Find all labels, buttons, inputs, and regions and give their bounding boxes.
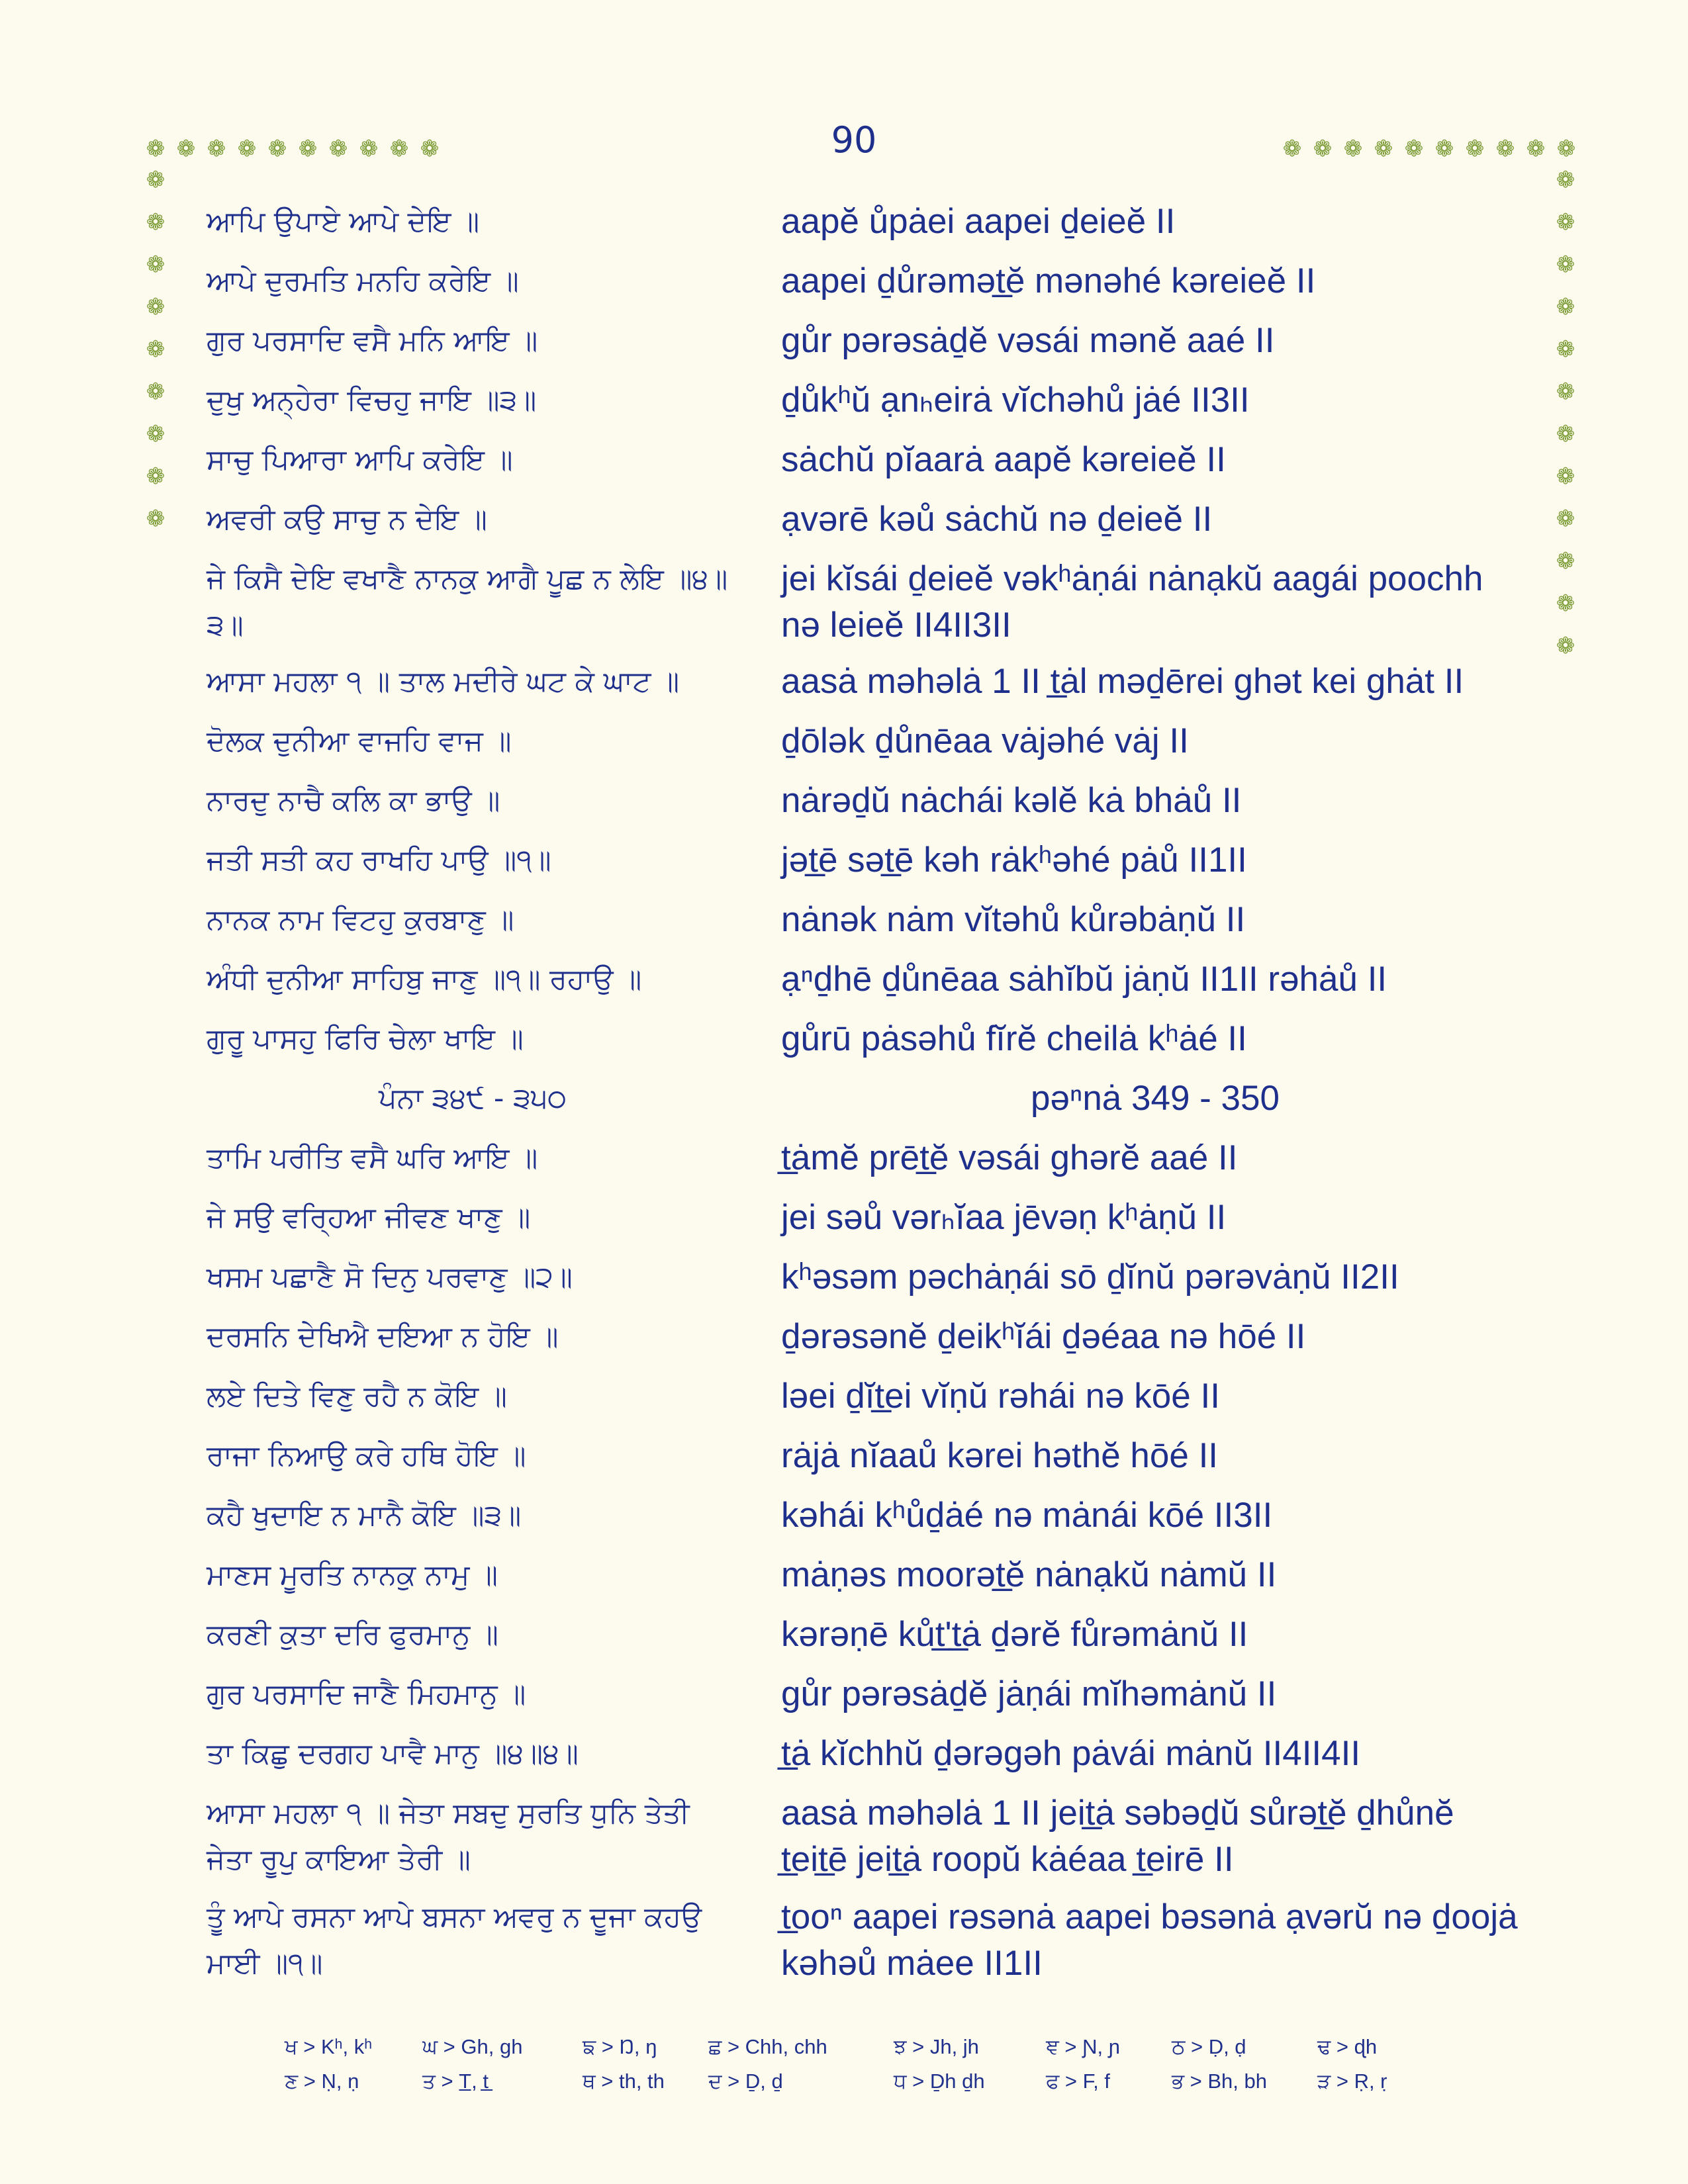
gurmukhi-line: ਅੰਧੀ ਦੁਨੀਆ ਸਾਹਿਬੁ ਜਾਣੁ ॥੧॥ ਰਹਾਉ ॥ xyxy=(207,963,642,996)
gurmukhi-line: ਲਏ ਦਿਤੇ ਵਿਣੁ ਰਹੈ ਨ ਕੋਇ ॥ xyxy=(207,1380,507,1413)
gurmukhi-line: ਜੇ ਸਉ ਵਰ੍ਹਿਆ ਜੀਵਣ ਖਾਣੁ ॥ xyxy=(207,1201,531,1234)
flower-icon: ❁ xyxy=(1556,336,1575,363)
gurmukhi-line: ਕਰਣੀ ਕੁਤਾ ਦਰਿ ਫੁਰਮਾਨੁ ॥ xyxy=(207,1618,498,1651)
legend-item: ਘ > Gh, gh xyxy=(422,2035,523,2058)
transliteration-line: t̲ȧmĕ prēt̲ĕ vəsái ghərĕ aaé II xyxy=(781,1138,1238,1177)
transliteration-line: aapĕ ůpȧei aapei ḏeieĕ II xyxy=(781,202,1176,241)
flower-icon: ❁ xyxy=(146,209,165,236)
flower-icon: ❁ xyxy=(359,136,379,162)
flower-icon: ❁ xyxy=(1556,167,1575,193)
transliteration-line: t̲ȧ kĭchhŭ ḏərəgəh pȧvái mȧnŭ II4II4II xyxy=(781,1734,1361,1773)
page-reference-transliteration: pəⁿnȧ 349 - 350 xyxy=(1031,1079,1280,1118)
transliteration-line: jei kĭsái ḏeieĕ vəkʰȧṇái nȧnạkŭ aagái poochh nə leieĕ II4II3II xyxy=(781,559,1483,645)
legend-item: ਣ > Ṇ, ṇ xyxy=(285,2070,359,2093)
transliteration-line: aapei ḏůrəmət̲ĕ mənəhé kəreieĕ II xyxy=(781,261,1316,300)
transliteration-line: ḏōlək ḏůnēaa vȧjəhé vȧj II xyxy=(781,721,1189,760)
gurmukhi-line: ਗੁਰੂ ਪਾਸਹੁ ਫਿਰਿ ਚੇਲਾ ਖਾਇ ॥ xyxy=(207,1023,524,1056)
gurmukhi-line: ਦੋਲਕ ਦੁਨੀਆ ਵਾਜਹਿ ਵਾਜ ॥ xyxy=(207,725,512,758)
flower-icon: ❁ xyxy=(1556,136,1576,162)
flower-icon: ❁ xyxy=(1434,136,1454,162)
legend-item: ਫ > F, f xyxy=(1046,2070,1110,2093)
flower-icon: ❁ xyxy=(146,167,165,193)
transliteration-line: ạⁿḏhē ḏůnēaa sȧhĭbŭ jȧṇŭ II1II rəhȧů II xyxy=(781,960,1387,999)
flower-icon: ❁ xyxy=(146,251,165,278)
flower-icon: ❁ xyxy=(1495,136,1515,162)
page-number: 90 xyxy=(831,119,877,161)
gurmukhi-line: ਕਹੈ ਖੁਦਾਇ ਨ ਮਾਨੈ ਕੋਇ ॥੩॥ xyxy=(207,1499,522,1532)
flower-icon: ❁ xyxy=(1404,136,1424,162)
gurmukhi-line: ਆਸਾ ਮਹਲਾ ੧ ॥ ਤਾਲ ਮਦੀਰੇ ਘਟ ਕੇ ਘਾਟ ॥ xyxy=(207,665,680,698)
transliteration-line: ḏůkʰŭ ạnₕeirȧ vĭchəhů jȧé II3II xyxy=(781,381,1250,420)
flower-icon: ❁ xyxy=(420,136,440,162)
transliteration-line: jei səů vərₕĭaa jēvəṇ kʰȧṇŭ II xyxy=(781,1198,1227,1237)
flower-icon: ❁ xyxy=(328,136,348,162)
transliteration-line: kərəṇē kůt̲'t̲ȧ ḏərĕ fůrəmȧnŭ II xyxy=(781,1615,1248,1654)
transliteration-line: kʰəsəm pəchȧṇái sō ḏĭnŭ pərəvȧṇŭ II2II xyxy=(781,1257,1399,1297)
transliteration-line: nȧnək nȧm vĭtəhů kůrəbȧṇŭ II xyxy=(781,900,1246,939)
flower-icon: ❁ xyxy=(1556,379,1575,405)
flower-icon: ❁ xyxy=(146,336,165,363)
transliteration-line: gůrū pȧsəhů fĭrĕ cheilȧ kʰȧé II xyxy=(781,1019,1247,1058)
legend-row xyxy=(285,2070,1476,2104)
gurmukhi-line: ਨਾਨਕ ਨਾਮ ਵਿਟਹੁ ਕੁਰਬਾਣੁ ॥ xyxy=(207,903,514,936)
flower-icon: ❁ xyxy=(1374,136,1393,162)
gurmukhi-line: ਤੂੰ ਆਪੇ ਰਸਨਾ ਆਪੇ ਬਸਨਾ ਅਵਰੁ ਨ ਦੂਜਾ ਕਹਉ ਮਾਈ ॥੧॥ xyxy=(207,1901,702,1980)
flower-icon: ❁ xyxy=(298,136,318,162)
flower-icon: ❁ xyxy=(207,136,226,162)
transliteration-line: ḏərəsənĕ ḏeikʰĭái ḏəéaa nə hōé II xyxy=(781,1317,1306,1356)
gurmukhi-line: ਨਾਰਦੁ ਨਾਚੈ ਕਲਿ ਕਾ ਭਾਉ ॥ xyxy=(207,784,500,817)
legend-item: ਠ > Ḍ, ḍ xyxy=(1172,2035,1246,2058)
flower-icon: ❁ xyxy=(237,136,257,162)
transliteration-line: t̲ooⁿ aapei rəsənȧ aapei bəsənȧ ạvərŭ nə ḏoojȧ kəhəů mȧee II1II xyxy=(781,1897,1518,1983)
transliteration-legend xyxy=(285,2035,1476,2104)
flower-icon: ❁ xyxy=(1282,136,1302,162)
transliteration-line: gůr pərəsȧḏĕ jȧṇái mĭhəmȧnŭ II xyxy=(781,1674,1277,1713)
flower-icon: ❁ xyxy=(146,379,165,405)
transliteration-line: rȧjȧ nĭaaů kərei həthĕ hōé II xyxy=(781,1436,1219,1475)
legend-item: ਤ > T̲, t̲ xyxy=(422,2070,489,2093)
gurmukhi-line: ਦੁਖੁ ਅਨ੍ਹੇਰਾ ਵਿਚਹੁ ਜਾਇ ॥੩॥ xyxy=(207,384,537,417)
transliteration-line: nȧrəḏŭ nȧchái kəlĕ kȧ bhȧů II xyxy=(781,781,1242,820)
flower-icon: ❁ xyxy=(146,506,165,532)
gurmukhi-line: ਰਾਜਾ ਨਿਆਉ ਕਰੇ ਹਥਿ ਹੋਇ ॥ xyxy=(207,1439,526,1473)
gurmukhi-line: ਜਤੀ ਸਤੀ ਕਹ ਰਾਖਹਿ ਪਾਉ ॥੧॥ xyxy=(207,844,551,877)
gurmukhi-line: ਆਪੇ ਦੁਰਮਤਿ ਮਨਹਿ ਕਰੇਇ ॥ xyxy=(207,265,519,298)
legend-item: ਝ > Jh, jh xyxy=(894,2035,979,2058)
flower-icon: ❁ xyxy=(146,463,165,490)
gurmukhi-line: ਦਰਸਨਿ ਦੇਖਿਐ ਦਇਆ ਨ ਹੋਇ ॥ xyxy=(207,1320,559,1353)
flower-icon: ❁ xyxy=(1556,506,1575,532)
flower-icon: ❁ xyxy=(389,136,409,162)
legend-item: ਢ > ɖh xyxy=(1317,2035,1378,2058)
gurmukhi-line: ਜੇ ਕਿਸੈ ਦੇਇ ਵਖਾਣੈ ਨਾਨਕੁ ਆਗੈ ਪੂਛ ਨ ਲੇਇ ॥੪॥੩॥ xyxy=(207,563,728,642)
flower-icon: ❁ xyxy=(1556,294,1575,320)
legend-item: ਖ > Kʰ, kʰ xyxy=(285,2035,373,2058)
legend-item: ਞ > Ɲ, ɲ xyxy=(1046,2035,1120,2058)
flower-icon: ❁ xyxy=(1313,136,1333,162)
legend-row xyxy=(285,2035,1476,2070)
flower-icon: ❁ xyxy=(1556,463,1575,490)
flower-icon: ❁ xyxy=(1556,590,1575,617)
flower-icon: ❁ xyxy=(1556,548,1575,574)
legend-item: ੜ > Ṛ, ṛ xyxy=(1317,2070,1387,2093)
transliteration-line: mȧṇəs moorət̲ĕ nȧnạkŭ nȧmŭ II xyxy=(781,1555,1277,1594)
gurmukhi-line: ਮਾਣਸ ਮੂਰਤਿ ਨਾਨਕੁ ਨਾਮੁ ॥ xyxy=(207,1559,498,1592)
gurmukhi-line: ਗੁਰ ਪਰਸਾਦਿ ਵਸੈ ਮਨਿ ਆਇ ॥ xyxy=(207,324,538,357)
transliteration-line: aasȧ məhəlȧ 1 II t̲ȧl məḏērei ghət kei ghȧt II xyxy=(781,662,1464,701)
gurmukhi-line: ਅਵਰੀ ਕਉ ਸਾਚੁ ਨ ਦੇਇ ॥ xyxy=(207,503,487,536)
flower-icon: ❁ xyxy=(1556,421,1575,447)
transliteration-line: gůr pərəsȧḏĕ vəsái mənĕ aaé II xyxy=(781,321,1275,360)
gurmukhi-line: ਤਾ ਕਿਛੁ ਦਰਗਹ ਪਾਵੈ ਮਾਨੁ ॥੪॥੪॥ xyxy=(207,1737,579,1770)
legend-item: ਛ > Chh, chh xyxy=(708,2035,827,2058)
flower-icon: ❁ xyxy=(146,294,165,320)
flower-icon: ❁ xyxy=(1556,209,1575,236)
legend-item: ਭ > Bh, bh xyxy=(1172,2070,1267,2093)
flower-icon: ❁ xyxy=(146,136,165,162)
flower-icon: ❁ xyxy=(146,421,165,447)
page-reference-gurmukhi: ਪੰਨਾ ੩੪੯ - ੩੫੦ xyxy=(379,1082,567,1115)
transliteration-line: kəhái kʰůḏȧé nə mȧnái kōé II3II xyxy=(781,1496,1273,1535)
transliteration-line: jət̲ē sət̲ē kəh rȧkʰəhé pȧů II1II xyxy=(781,841,1247,880)
flower-icon: ❁ xyxy=(1465,136,1485,162)
gurmukhi-line: ਸਾਚੁ ਪਿਆਰਾ ਆਪਿ ਕਰੇਇ ॥ xyxy=(207,443,513,477)
gurmukhi-line: ਆਸਾ ਮਹਲਾ ੧ ॥ ਜੇਤਾ ਸਬਦੁ ਸੁਰਤਿ ਧੁਨਿ ਤੇਤੀ ਜੇਤਾ ਰੂਪੁ ਕਾਇਆ ਤੇਰੀ ॥ xyxy=(207,1797,690,1876)
transliteration-line: ạvərē kəů sȧchŭ nə ḏeieĕ II xyxy=(781,500,1213,539)
transliteration-line: ləei ḏĭt̲ei vĭṇŭ rəhái nə kōé II xyxy=(781,1377,1220,1416)
flower-icon: ❁ xyxy=(267,136,287,162)
flower-icon: ❁ xyxy=(1343,136,1363,162)
gurmukhi-line: ਖਸਮ ਪਛਾਣੈ ਸੋ ਦਿਨੁ ਪਰਵਾਣੁ ॥੨॥ xyxy=(207,1261,573,1294)
transliteration-line: sȧchŭ pĭaarȧ aapĕ kəreieĕ II xyxy=(781,440,1226,479)
flower-icon: ❁ xyxy=(176,136,196,162)
flower-icon: ❁ xyxy=(1556,633,1575,659)
gurmukhi-line: ਗੁਰ ਪਰਸਾਦਿ ਜਾਣੈ ਮਿਹਮਾਨੁ ॥ xyxy=(207,1678,526,1711)
legend-item: ਧ > Ḏh ḏh xyxy=(894,2070,985,2093)
flower-icon: ❁ xyxy=(1526,136,1546,162)
flower-icon: ❁ xyxy=(1556,251,1575,278)
gurmukhi-line: ਆਪਿ ਉਪਾਏ ਆਪੇ ਦੇਇ ॥ xyxy=(207,205,480,238)
transliteration-line: aasȧ məhəlȧ 1 II jeit̲ȧ səbəḏŭ sůrət̲ĕ ḏhůnĕ t̲eit̲ē jeit̲ȧ roopŭ kȧéaa t̲eirē II xyxy=(781,1794,1454,1879)
legend-item: ਙ > Ŋ, ŋ xyxy=(583,2035,657,2058)
legend-item: ਥ > th, th xyxy=(583,2070,665,2093)
legend-item: ਦ > Ḏ, ḏ xyxy=(708,2070,783,2093)
gurmukhi-line: ਤਾਮਿ ਪਰੀਤਿ ਵਸੈ ਘਰਿ ਆਇ ॥ xyxy=(207,1142,538,1175)
